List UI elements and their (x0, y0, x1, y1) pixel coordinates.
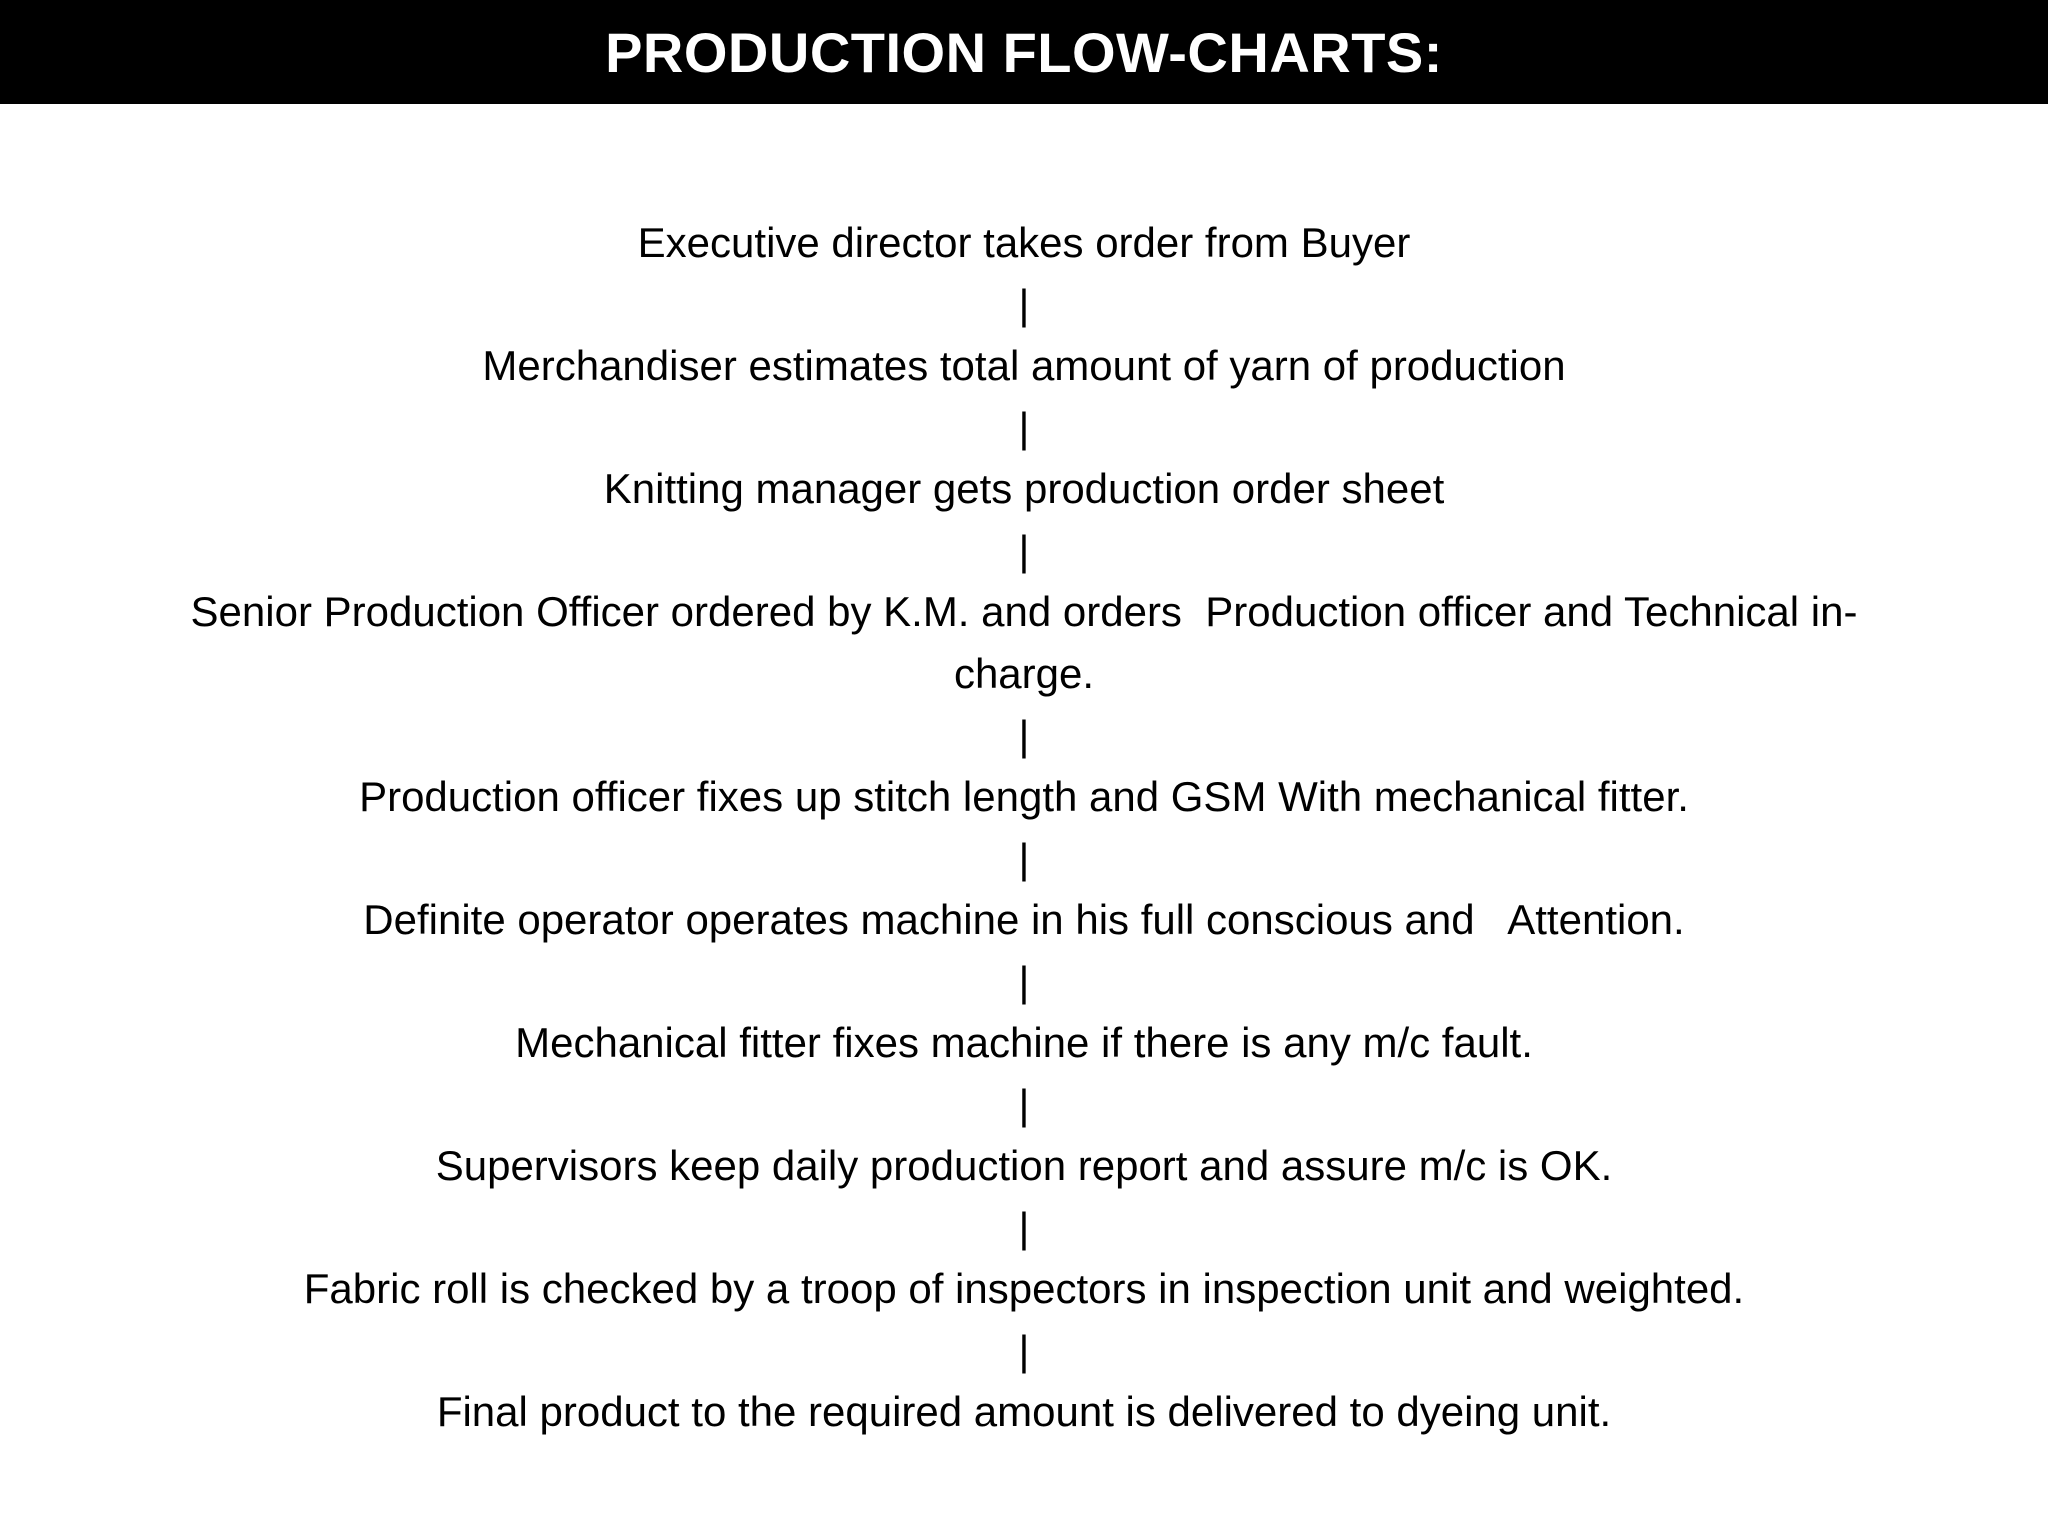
flow-step-10: Final product to the required amount is delivered to dyeing unit. (436, 1388, 1612, 1435)
flow-step-4-line-1: Senior Production Officer ordered by K.M. and orders Production officer and Technical in- (190, 588, 1858, 635)
flow-connector-1: | (1018, 281, 1030, 328)
flow-connector-4: | (1018, 712, 1030, 759)
flow-step-1: Executive director takes order from Buyer (637, 219, 1411, 266)
flow-step-3: Knitting manager gets production order sheet (603, 465, 1445, 512)
title-bar (0, 0, 2048, 104)
page-title: PRODUCTION FLOW-CHARTS: (605, 20, 1443, 84)
flow-step-5: Production officer fixes up stitch length and GSM With mechanical fitter. (359, 773, 1689, 820)
flow-step-2: Merchandiser estimates total amount of yarn of production (482, 342, 1566, 389)
flow-connector-7: | (1018, 1081, 1030, 1128)
flow-step-9: Fabric roll is checked by a troop of inspectors in inspection unit and weighted. (303, 1265, 1745, 1312)
flow-step-6: Definite operator operates machine in his full conscious and Attention. (363, 896, 1685, 943)
flow-connector-5: | (1018, 835, 1030, 882)
flow-step-8: Supervisors keep daily production report and assure m/c is OK. (435, 1142, 1613, 1189)
flow-step-7: Mechanical fitter fixes machine if there is any m/c fault. (515, 1019, 1533, 1066)
flow-connector-8: | (1018, 1204, 1030, 1251)
flow-connector-6: | (1018, 958, 1030, 1005)
flow-connector-3: | (1018, 527, 1030, 574)
flow-step-4-line-2: charge. (953, 650, 1095, 697)
flow-connector-2: | (1018, 404, 1030, 451)
production-flow-chart (80, 212, 1968, 1443)
flow-connector-9: | (1018, 1327, 1030, 1374)
